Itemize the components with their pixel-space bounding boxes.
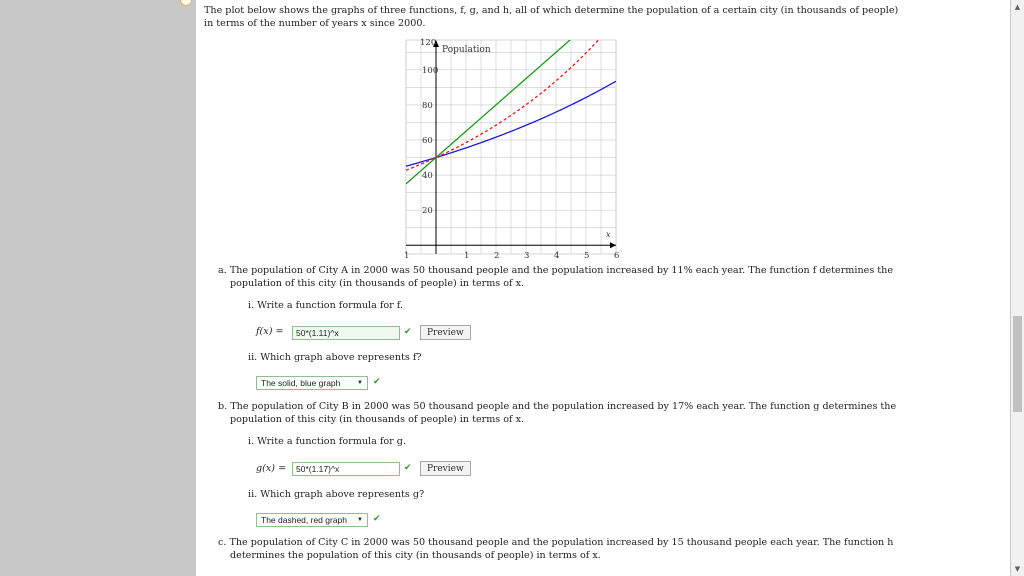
part-a-select-value: The solid, blue graph bbox=[261, 378, 341, 388]
x-tick-label: 2 bbox=[494, 251, 500, 262]
dropdown-arrow-icon: ▼ bbox=[357, 380, 363, 386]
checkmark-icon: ✔ bbox=[404, 327, 412, 337]
y-tick-label: 60 bbox=[422, 135, 433, 146]
part-c-line-2: determines the population of this city (in thousands of people) in terms of x. bbox=[230, 550, 601, 561]
y-tick-label: 100 bbox=[422, 65, 439, 76]
part-b-text bbox=[218, 400, 1008, 426]
problem-intro bbox=[204, 4, 1004, 30]
x-tick-label: 1 bbox=[404, 251, 410, 262]
part-a-preview-button[interactable]: Preview bbox=[420, 325, 471, 340]
part-c-line-1: c. The population of City C in 2000 was 50 thousand people and the population increased by 15 thousand people each year. The function h bbox=[218, 537, 894, 548]
problem-page bbox=[196, 0, 1010, 576]
x-tick-label: 4 bbox=[554, 251, 560, 262]
part-a-question-1: i. Write a function formula for f. bbox=[248, 300, 404, 311]
x-axis-label: x bbox=[606, 230, 611, 240]
part-a-formula-input[interactable]: 50*(1.11)^x bbox=[292, 326, 400, 340]
part-a-func-label: f(x) = bbox=[256, 326, 284, 337]
vertical-scrollbar[interactable] bbox=[1011, 0, 1024, 576]
scroll-thumb[interactable] bbox=[1013, 316, 1022, 412]
page-edge-marker bbox=[180, 0, 192, 6]
part-b-line-1: b. The population of City B in 2000 was 50 thousand people and the population increased by 17% each year. The function g determines the bbox=[218, 401, 897, 412]
x-tick-label: 3 bbox=[524, 251, 530, 262]
y-tick-label-top: 120 bbox=[420, 38, 437, 48]
part-b-graph-select[interactable] bbox=[256, 513, 368, 527]
population-graph bbox=[400, 32, 630, 262]
checkmark-icon: ✔ bbox=[373, 377, 381, 387]
y-tick-label: 20 bbox=[422, 206, 433, 217]
x-tick-label: 6 bbox=[614, 251, 620, 262]
y-axis-label: Population bbox=[442, 45, 491, 55]
part-b-formula-input[interactable]: 50*(1.17)^x bbox=[292, 462, 400, 476]
part-b-select-value: The dashed, red graph bbox=[261, 515, 348, 525]
part-b-question-1: i. Write a function formula for g. bbox=[248, 436, 406, 447]
checkmark-icon: ✔ bbox=[404, 463, 412, 473]
x-tick-label: 5 bbox=[584, 251, 590, 262]
part-c-text bbox=[218, 536, 1008, 562]
part-a-text bbox=[218, 264, 1008, 290]
checkmark-icon: ✔ bbox=[373, 514, 381, 524]
scroll-down-arrow-icon[interactable]: ▼ bbox=[1014, 565, 1021, 573]
y-tick-label: 40 bbox=[422, 171, 433, 182]
part-b-question-2: ii. Which graph above represents g? bbox=[248, 489, 425, 500]
part-a-question-2: ii. Which graph above represents f? bbox=[248, 352, 422, 363]
part-b-preview-button[interactable]: Preview bbox=[420, 461, 471, 476]
part-b-func-label: g(x) = bbox=[256, 463, 287, 474]
x-tick-label: 1 bbox=[464, 251, 470, 262]
scroll-up-arrow-icon[interactable]: ▲ bbox=[1014, 3, 1021, 11]
part-a-line-2: population of this city (in thousands of people) in terms of x. bbox=[230, 278, 525, 289]
intro-line-1: The plot below shows the graphs of three functions, f, g, and h, all of which determine the population of a certain city (in thousands of people) bbox=[204, 5, 899, 16]
part-a-graph-select[interactable] bbox=[256, 376, 368, 390]
y-tick-label: 80 bbox=[422, 100, 433, 111]
part-b-line-2: population of this city (in thousands of people) in terms of x. bbox=[230, 414, 525, 425]
intro-line-2: in terms of the number of years x since 2000. bbox=[204, 18, 426, 29]
dropdown-arrow-icon: ▼ bbox=[357, 517, 363, 523]
part-a-line-1: a. The population of City A in 2000 was 50 thousand people and the population increased by 11% each year. The function f determines the bbox=[218, 265, 894, 276]
